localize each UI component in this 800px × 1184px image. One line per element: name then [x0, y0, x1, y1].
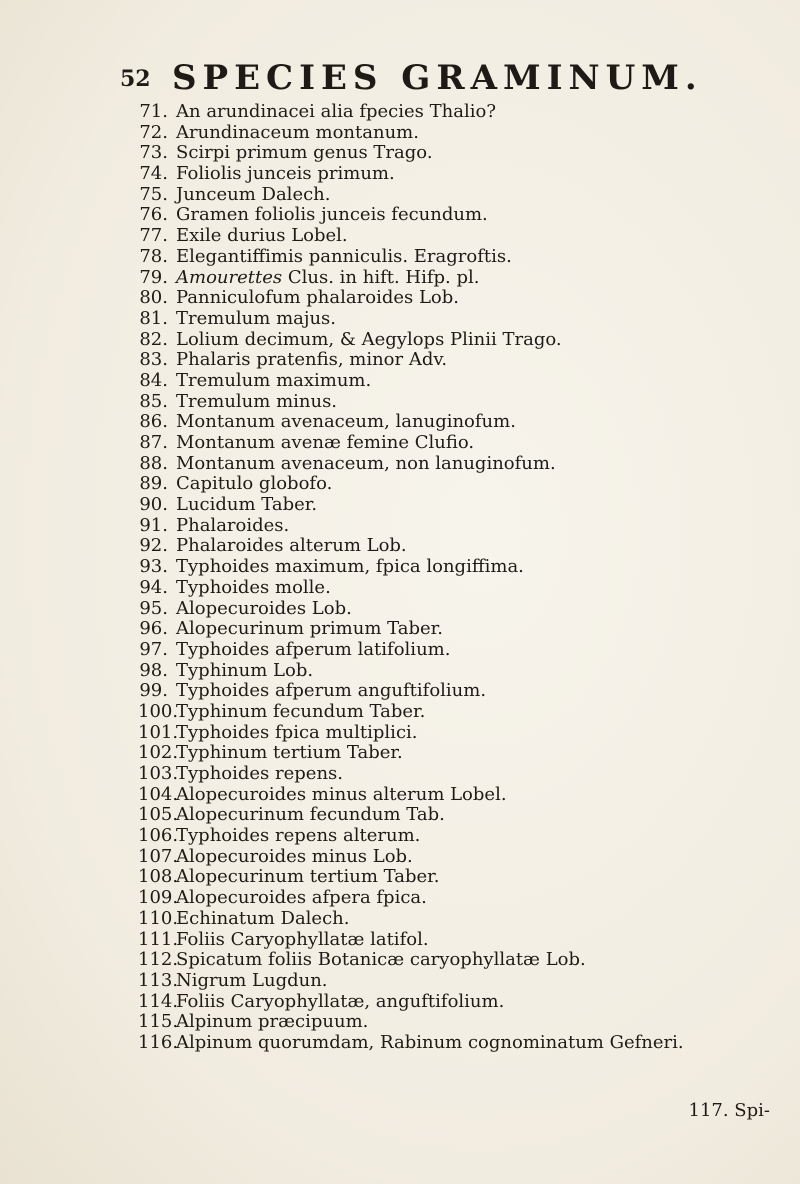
- entry-number: 88.: [139, 452, 168, 474]
- entry-number: 73.: [139, 142, 168, 164]
- entry-number: 94.: [139, 576, 168, 598]
- list-item: [138, 536, 778, 557]
- entry-number: 99.: [139, 680, 168, 702]
- entry-number: 111.: [138, 928, 179, 950]
- entry-number: 82.: [139, 328, 168, 350]
- entry-text: Montanum avenaceum, non lanuginofum.: [176, 452, 556, 474]
- entry-number: 116.: [138, 1031, 179, 1053]
- list-item: [138, 888, 778, 909]
- entry-text: Typhoides fpica multiplici.: [176, 721, 418, 743]
- list-item: [138, 309, 778, 330]
- list-item: [138, 971, 778, 992]
- list-item: [138, 226, 778, 247]
- entry-text: Typhoides maximum, fpica longiffima.: [176, 556, 524, 578]
- list-item: [138, 288, 778, 309]
- entry-number: 91.: [139, 514, 168, 536]
- entry-text: Alopecurinum primum Taber.: [176, 618, 443, 640]
- list-item: [138, 681, 778, 702]
- entry-number: 109.: [138, 887, 179, 909]
- entry-number: 72.: [139, 121, 168, 143]
- entry-text: Typhoides repens alterum.: [176, 825, 421, 847]
- entry-text: Arundinaceum montanum.: [176, 121, 419, 143]
- list-item: [138, 702, 778, 723]
- entry-text: Lolium decimum, & Aegylops Plinii Trago.: [176, 328, 562, 350]
- page-header: [120, 58, 760, 102]
- entry-text: Alopecurinum fecundum Tab.: [176, 804, 445, 826]
- entry-number: 97.: [139, 638, 168, 660]
- list-item: [138, 909, 778, 930]
- list-item: [138, 867, 778, 888]
- entry-text: Typhinum fecundum Taber.: [176, 700, 426, 722]
- list-item: [138, 764, 778, 785]
- entry-text: Alopecuroides minus alterum Lobel.: [176, 783, 507, 805]
- entry-text: Alopecuroides minus Lob.: [176, 845, 413, 867]
- list-item: [138, 412, 778, 433]
- entry-number: 96.: [139, 618, 168, 640]
- list-item: [138, 247, 778, 268]
- entry-number: 90.: [139, 494, 168, 516]
- entry-text: Alpinum quorumdam, Rabinum cognominatum Gefneri.: [176, 1031, 684, 1053]
- list-item: [138, 950, 778, 971]
- entry-text: Montanum avenaceum, lanuginofum.: [176, 411, 516, 433]
- entry-text: Tremulum maximum.: [176, 369, 372, 391]
- entry-number: 81.: [139, 307, 168, 329]
- entry-text: Typhinum Lob.: [176, 659, 314, 681]
- list-item: [138, 433, 778, 454]
- entry-number: 80.: [139, 287, 168, 309]
- list-item: [138, 743, 778, 764]
- list-item: [138, 785, 778, 806]
- entry-text: Alopecuroides Lob.: [176, 597, 352, 619]
- entry-number: 71.: [139, 101, 168, 122]
- entry-number: 84.: [139, 369, 168, 391]
- entry-text: Typhoides molle.: [176, 576, 331, 598]
- list-item: [138, 205, 778, 226]
- entry-text: Spicatum foliis Botanicæ caryophyllatæ Lob.: [176, 949, 586, 971]
- entry-number: 85.: [139, 390, 168, 412]
- entry-text: Elegantiffimis panniculis. Eragroftis.: [176, 245, 512, 267]
- list-item: [138, 992, 778, 1013]
- list-item: [138, 599, 778, 620]
- list-item: [138, 454, 778, 475]
- list-item: [138, 392, 778, 413]
- entry-text: Phalaris pratenfis, minor Adv.: [176, 349, 448, 371]
- list-item: [138, 826, 778, 847]
- entry-text: Typhoides afperum latifolium.: [176, 638, 451, 660]
- list-item: [138, 930, 778, 951]
- running-title: SPECIES GRAMINUM.: [172, 58, 703, 98]
- entry-number: 95.: [139, 597, 168, 619]
- list-item: [138, 143, 778, 164]
- entry-number: 79.: [139, 266, 168, 288]
- entry-number: 106.: [138, 825, 179, 847]
- entry-text: Montanum avenæ femine Clufio.: [176, 432, 475, 453]
- list-item: [138, 640, 778, 661]
- entry-number: 101.: [138, 721, 179, 743]
- entry-text: Foliis Caryophyllatæ, anguftifolium.: [176, 990, 505, 1012]
- entry-text: Echinatum Dalech.: [176, 907, 350, 929]
- entry-number: 78.: [139, 245, 168, 267]
- entry-number: 92.: [139, 535, 168, 557]
- list-item: [138, 495, 778, 516]
- page-number: 52: [120, 66, 151, 92]
- catchword: 117. Spi-: [688, 1100, 770, 1121]
- list-item: [138, 516, 778, 537]
- species-list: [138, 102, 778, 1054]
- list-item: [138, 557, 778, 578]
- list-item: [138, 371, 778, 392]
- entry-text: Phalaroides alterum Lob.: [176, 535, 407, 557]
- entry-number: 114.: [138, 990, 179, 1012]
- list-item: [138, 330, 778, 351]
- entry-text: Alpinum præcipuum.: [176, 1011, 369, 1033]
- entry-number: 107.: [138, 845, 179, 867]
- entry-number: 108.: [138, 866, 179, 888]
- entry-number: 98.: [139, 659, 168, 681]
- list-item: [138, 1033, 778, 1054]
- entry-number: 104.: [138, 783, 179, 805]
- entry-number: 86.: [139, 411, 168, 433]
- entry-number: 110.: [138, 907, 179, 929]
- entry-text: Typhoides repens.: [176, 763, 344, 784]
- list-item: [138, 661, 778, 682]
- entry-text: Tremulum minus.: [176, 390, 338, 412]
- entry-text: Tremulum majus.: [176, 307, 336, 329]
- list-item: [138, 578, 778, 599]
- entry-text: Junceum Dalech.: [176, 183, 331, 205]
- entry-number: 102.: [138, 742, 179, 764]
- entry-text: Foliis Caryophyllatæ latifol.: [176, 928, 429, 950]
- entry-number: 93.: [139, 556, 168, 578]
- entry-text: Alopecuroides afpera fpica.: [176, 887, 427, 909]
- entry-text: Amourettes Clus. in hift. Hifp. pl.: [176, 266, 480, 288]
- list-item: [138, 185, 778, 206]
- entry-text: Nigrum Lugdun.: [176, 969, 328, 991]
- list-item: [138, 1012, 778, 1033]
- entry-text: Phalaroides.: [176, 514, 290, 536]
- entry-number: 83.: [139, 349, 168, 371]
- entry-text: Alopecurinum tertium Taber.: [176, 866, 440, 888]
- entry-number: 77.: [139, 225, 168, 247]
- entry-number: 76.: [139, 204, 168, 226]
- entry-text: Capitulo globofo.: [176, 473, 333, 495]
- list-item: [138, 847, 778, 868]
- list-item: [138, 723, 778, 744]
- entry-number: 100.: [138, 700, 179, 722]
- list-item: [138, 268, 778, 289]
- entry-number: 75.: [139, 183, 168, 205]
- entry-number: 89.: [139, 473, 168, 495]
- list-item: [138, 805, 778, 826]
- entry-number: 105.: [138, 804, 179, 826]
- entry-text: An arundinacei alia fpecies Thalio?: [176, 101, 496, 122]
- entry-number: 74.: [139, 163, 168, 185]
- entry-number: 87.: [139, 432, 168, 453]
- list-item: [138, 123, 778, 144]
- entry-text: Typhinum tertium Taber.: [176, 742, 403, 764]
- entry-text: Exile durius Lobel.: [176, 225, 348, 247]
- list-item: [138, 102, 778, 123]
- list-item: [138, 474, 778, 495]
- list-item: [138, 164, 778, 185]
- entry-text: Panniculofum phalaroides Lob.: [176, 287, 459, 309]
- entry-text: Foliolis junceis primum.: [176, 163, 395, 185]
- entry-number: 113.: [138, 969, 179, 991]
- entry-text: Typhoides afperum anguftifolium.: [176, 680, 487, 702]
- entry-text: Lucidum Taber.: [176, 494, 318, 516]
- list-item: [138, 350, 778, 371]
- entry-number: 115.: [138, 1011, 179, 1033]
- list-item: [138, 619, 778, 640]
- entry-number: 112.: [138, 949, 179, 971]
- entry-text: Gramen foliolis junceis fecundum.: [176, 204, 488, 226]
- entry-text: Scirpi primum genus Trago.: [176, 142, 433, 164]
- entry-number: 103.: [138, 763, 179, 784]
